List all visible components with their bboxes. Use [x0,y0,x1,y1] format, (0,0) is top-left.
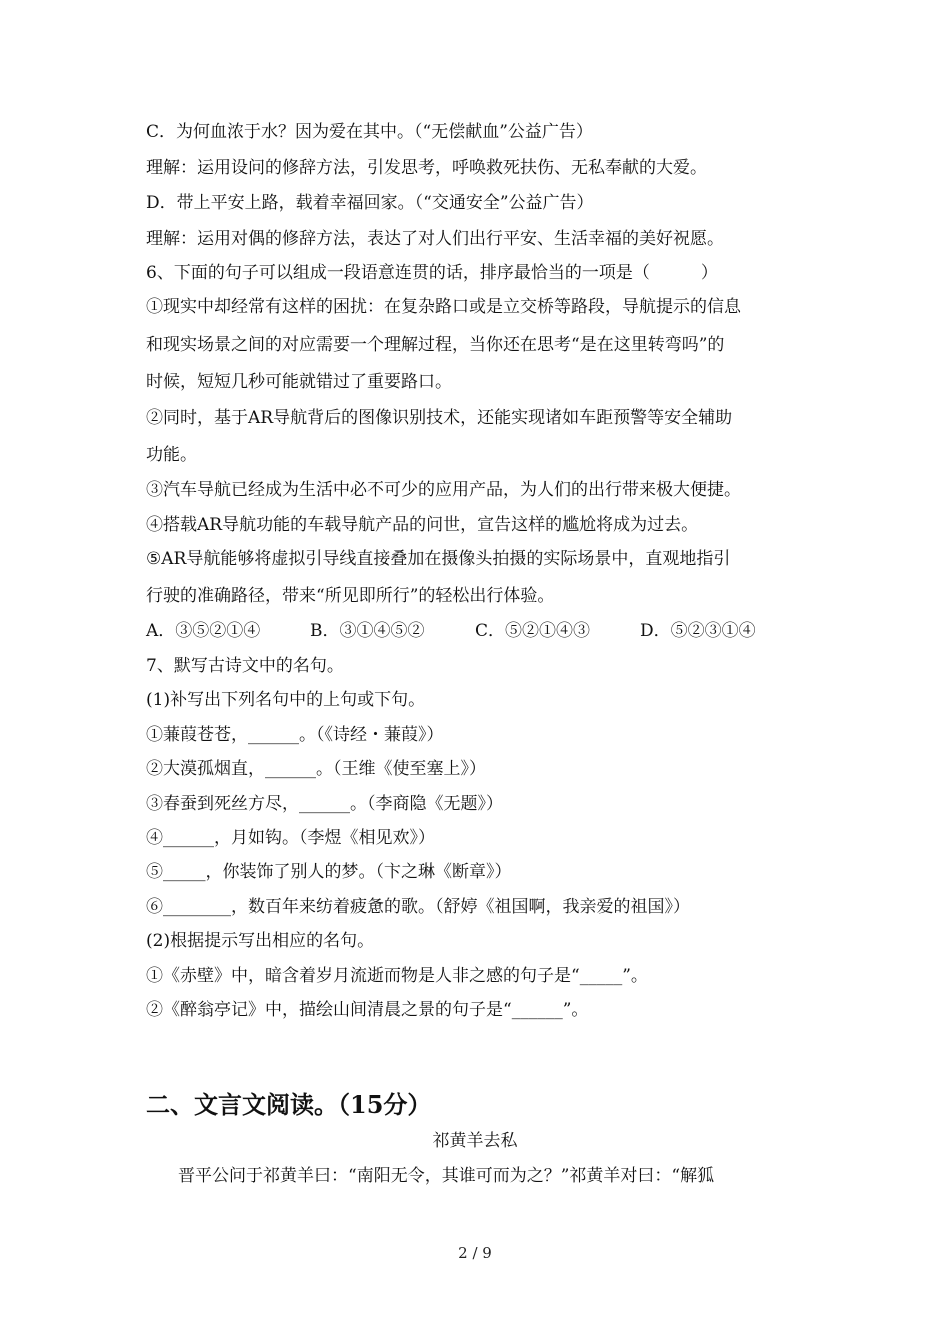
option-c-text: C．为何血浓于水？因为爱在其中。（“无偿献血”公益广告） [146,122,593,142]
q6-sentence-2-line-2: 功能。 [146,445,197,465]
option-d-explanation: 理解：运用对偶的修辞方法，表达了对人们出行平安、生活幸福的美好祝愿。 [146,229,724,249]
q7-item-5: ⑤_____，你装饰了别人的梦。（卞之琳《断章》） [146,862,512,882]
q7-item-2: ②大漠孤烟直，______。（王维《使至塞上》） [146,759,486,779]
page-number: 2 / 9 [458,1244,492,1262]
q7-item-4: ④______，月如钩。（李煜《相见欢》） [146,828,435,848]
q7-item-6: ⑥________，数百年来纺着疲惫的歌。（舒婷《祖国啊，我亲爱的祖国》） [146,897,690,917]
q6-sentence-5-line-2: 行驶的准确路径，带来“所见即所行”的轻松出行体验。 [146,586,555,606]
q6-option-c: C．⑤②①④③ [475,621,591,641]
question-6-prompt: 6、下面的句子可以组成一段语意连贯的话，排序最恰当的一项是（ ） [146,263,718,283]
q7-part-2-item-1: ①《赤壁》中，暗含着岁月流逝而物是人非之感的句子是“_____”。 [146,966,648,986]
q6-option-b: B．③①④⑤② [310,621,425,641]
option-d-text: D．带上平安上路，载着幸福回家。（“交通安全”公益广告） [146,193,594,213]
q6-option-a: A．③⑤②①④ [146,621,261,641]
q7-item-3: ③春蚕到死丝方尽，______。（李商隐《无题》） [146,794,503,814]
q6-sentence-3: ③汽车导航已经成为生活中必不可少的应用产品，为人们的出行带来极大便捷。 [146,480,741,500]
q6-sentence-4: ④搭载AR导航功能的车载导航产品的问世，宣告这样的尴尬将成为过去。 [146,515,699,535]
option-c-explanation: 理解：运用设问的修辞方法，引发思考，呼唤救死扶伤、无私奉献的大爱。 [146,158,707,178]
q7-item-1: ①蒹葭苍苍，______。（《诗经・蒹葭》） [146,725,444,745]
passage-first-line: 晋平公问于祁黄羊曰：“南阳无令，其谁可而为之？”祁黄羊对曰：“解狐 [178,1166,715,1186]
q6-sentence-2-line-1: ②同时，基于AR导航背后的图像识别技术，还能实现诸如车距预警等安全辅助 [146,408,733,428]
q6-sentence-5-line-1: ⑤AR导航能够将虚拟引导线直接叠加在摄像头拍摄的实际场景中，直观地指引 [146,549,731,569]
q6-sentence-1-line-1: ①现实中却经常有这样的困扰：在复杂路口或是立交桥等路段，导航提示的信息 [146,297,741,317]
q6-sentence-1-line-3: 时候，短短几秒可能就错过了重要路口。 [146,372,452,392]
passage-title: 祁黄羊去私 [432,1131,518,1151]
q7-part-1-prompt: (1)补写出下列名句中的上句或下句。 [146,690,426,710]
q6-sentence-1-line-2: 和现实场景之间的对应需要一个理解过程，当你还在思考“是在这里转弯吗”的 [146,335,725,355]
section-heading: 二、文言文阅读。（15分） [146,1090,432,1119]
q7-part-2-item-2: ②《醉翁亭记》中，描绘山间清晨之景的句子是“______”。 [146,1000,589,1020]
question-7-prompt: 7、默写古诗文中的名句。 [146,656,344,676]
q6-option-d: D．⑤②③①④ [640,621,756,641]
q7-part-2-prompt: (2)根据提示写出相应的名句。 [146,931,375,951]
